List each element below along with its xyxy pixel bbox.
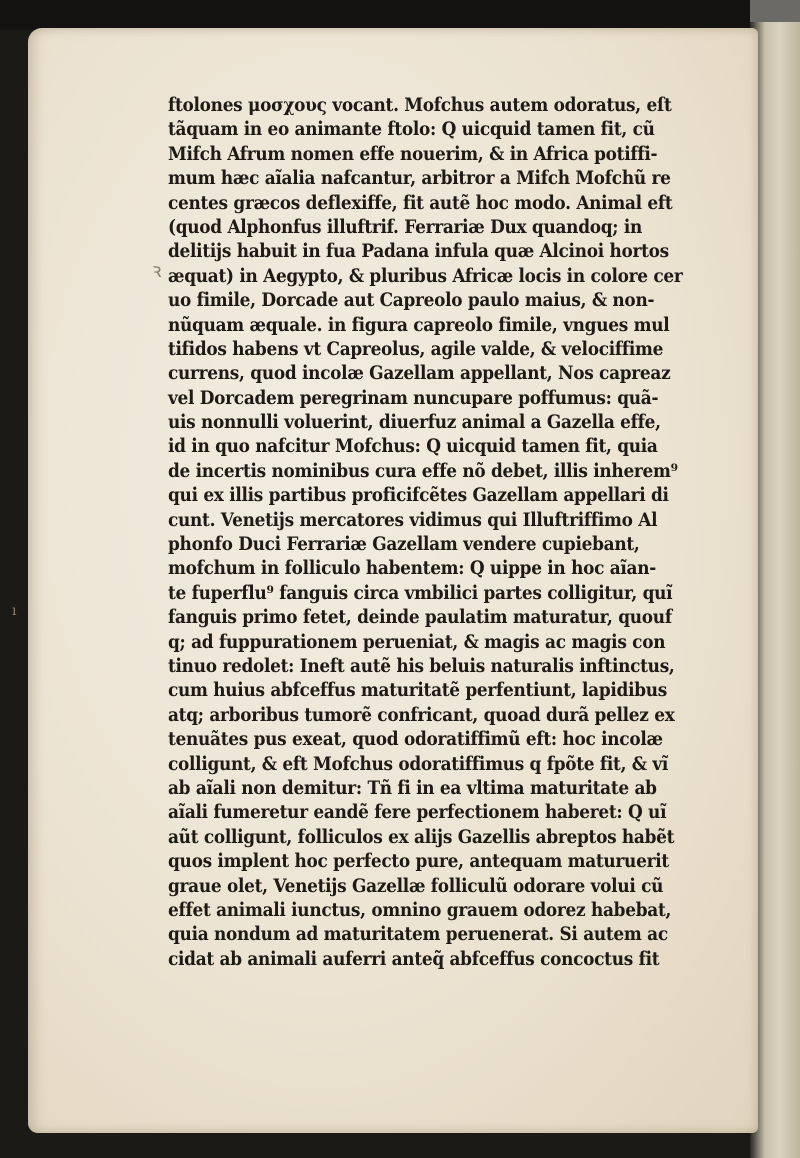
text-line: Mifch Afrum nomen effe nouerim, & in Africa potiffi- [168,143,658,165]
text-line: centes græcos deflexiffe, fit autẽ hoc modo. Animal eft [168,192,673,214]
text-line: phonfo Duci Ferrariæ Gazellam vendere cupiebant, [168,534,640,556]
text-line: quos implent hoc perfecto pure, antequam maturuerit [168,851,669,873]
text-line: qui ex illis partibus proficifcẽtes Gazellam appellari di [168,485,669,507]
text-line: atq; arboribus tumorẽ confricant, quoad durã pellez ex [168,704,675,726]
text-line: ftolones μοσχους vocant. Mofchus autem odoratus, eſt [168,95,672,116]
text-line: æquat) in Aegypto, & pluribus Africæ locis in colore cer [168,265,683,287]
text-line: cum huius abfceffus maturitatẽ perfentiunt, lapidibus [168,680,668,702]
text-line: q; ad fuppurationem perueniat, & magis ac magis con [168,631,666,653]
text-line: te fuperflu⁹ fanguis circa vmbilici partes colligitur, quĩ [168,582,673,604]
scanner-corner [750,0,800,22]
text-line: ab aĩali non demitur: Tñ fi in ea vltima maturitate ab [168,777,657,799]
text-line: currens, quod incolæ Gazellam appellant, Nos capreaz [168,363,671,385]
text-line: tinuo redolet: Ineft autẽ his beluis naturalis inftinctus, [168,655,675,677]
text-line: uis nonnulli voluerint, diuerfuz animal a Gazella effe, [168,412,661,434]
margin-mark: ı [12,603,17,619]
text-line: de incertis nominibus cura effe nõ debet, illis inherem⁹ [168,460,678,482]
text-line: tãquam in eo animante ftolo: Q uicquid tamen fit, cũ [168,119,655,141]
text-line: graue olet, Venetijs Gazellæ folliculũ odorare volui cũ [168,875,664,897]
text-line: cidat ab animali auferri anteq̃ abfceffus concoctus fit [168,948,660,970]
scanner-top-edge [0,0,800,30]
body-text [168,94,713,972]
text-line: fanguis primo fetet, deinde paulatim maturatur, quouf [168,607,672,629]
text-line: tenuãtes pus exeat, quod odoratiffimũ eft: hoc incolæ [168,729,663,751]
text-line: effet animali iunctus, omnino grauem odorez habebat, [168,899,672,921]
text-line: id in quo nafcitur Mofchus: Q uicquid tamen fit, quia [168,436,658,458]
text-line: delitijs habuit in fua Padana infula quæ Alcinoi hortos [168,241,669,263]
text-line: uo fimile, Dorcade aut Capreolo paulo maius, & non- [168,290,655,312]
text-line: colligunt, & eft Mofchus odoratiffimus q fpõte fit, & vĩ [168,753,669,775]
text-line: quia nondum ad maturitatem peruenerat. Si autem ac [168,924,668,946]
text-line: mum hæc aĩalia nafcantur, arbitror a Mifch Mofchũ re [168,168,671,190]
margin-mark: ꝛ [152,258,162,282]
text-line: mofchum in folliculo habentem: Q uippe in hoc aĩan- [168,558,656,580]
text-line: tifidos habens vt Capreolus, agile valde, & velociffime [168,338,664,360]
text-line: aĩali fumeretur eandẽ fere perfectionem haberet: Q uĩ [168,802,667,824]
text-line: aũt colligunt, folliculos ex alijs Gazellis abreptos habẽt [168,826,675,848]
text-line: nũquam æquale. in figura capreolo fimile, vngues mul [168,314,670,336]
text-line: cunt. Venetijs mercatores vidimus qui Illuftriffimo Al [168,509,658,531]
text-line: vel Dorcadem peregrinam nuncupare poffumus: quã- [168,387,659,409]
text-line: (quod Alphonfus illuftrif. Ferrariæ Dux quandoq; in [168,216,643,238]
